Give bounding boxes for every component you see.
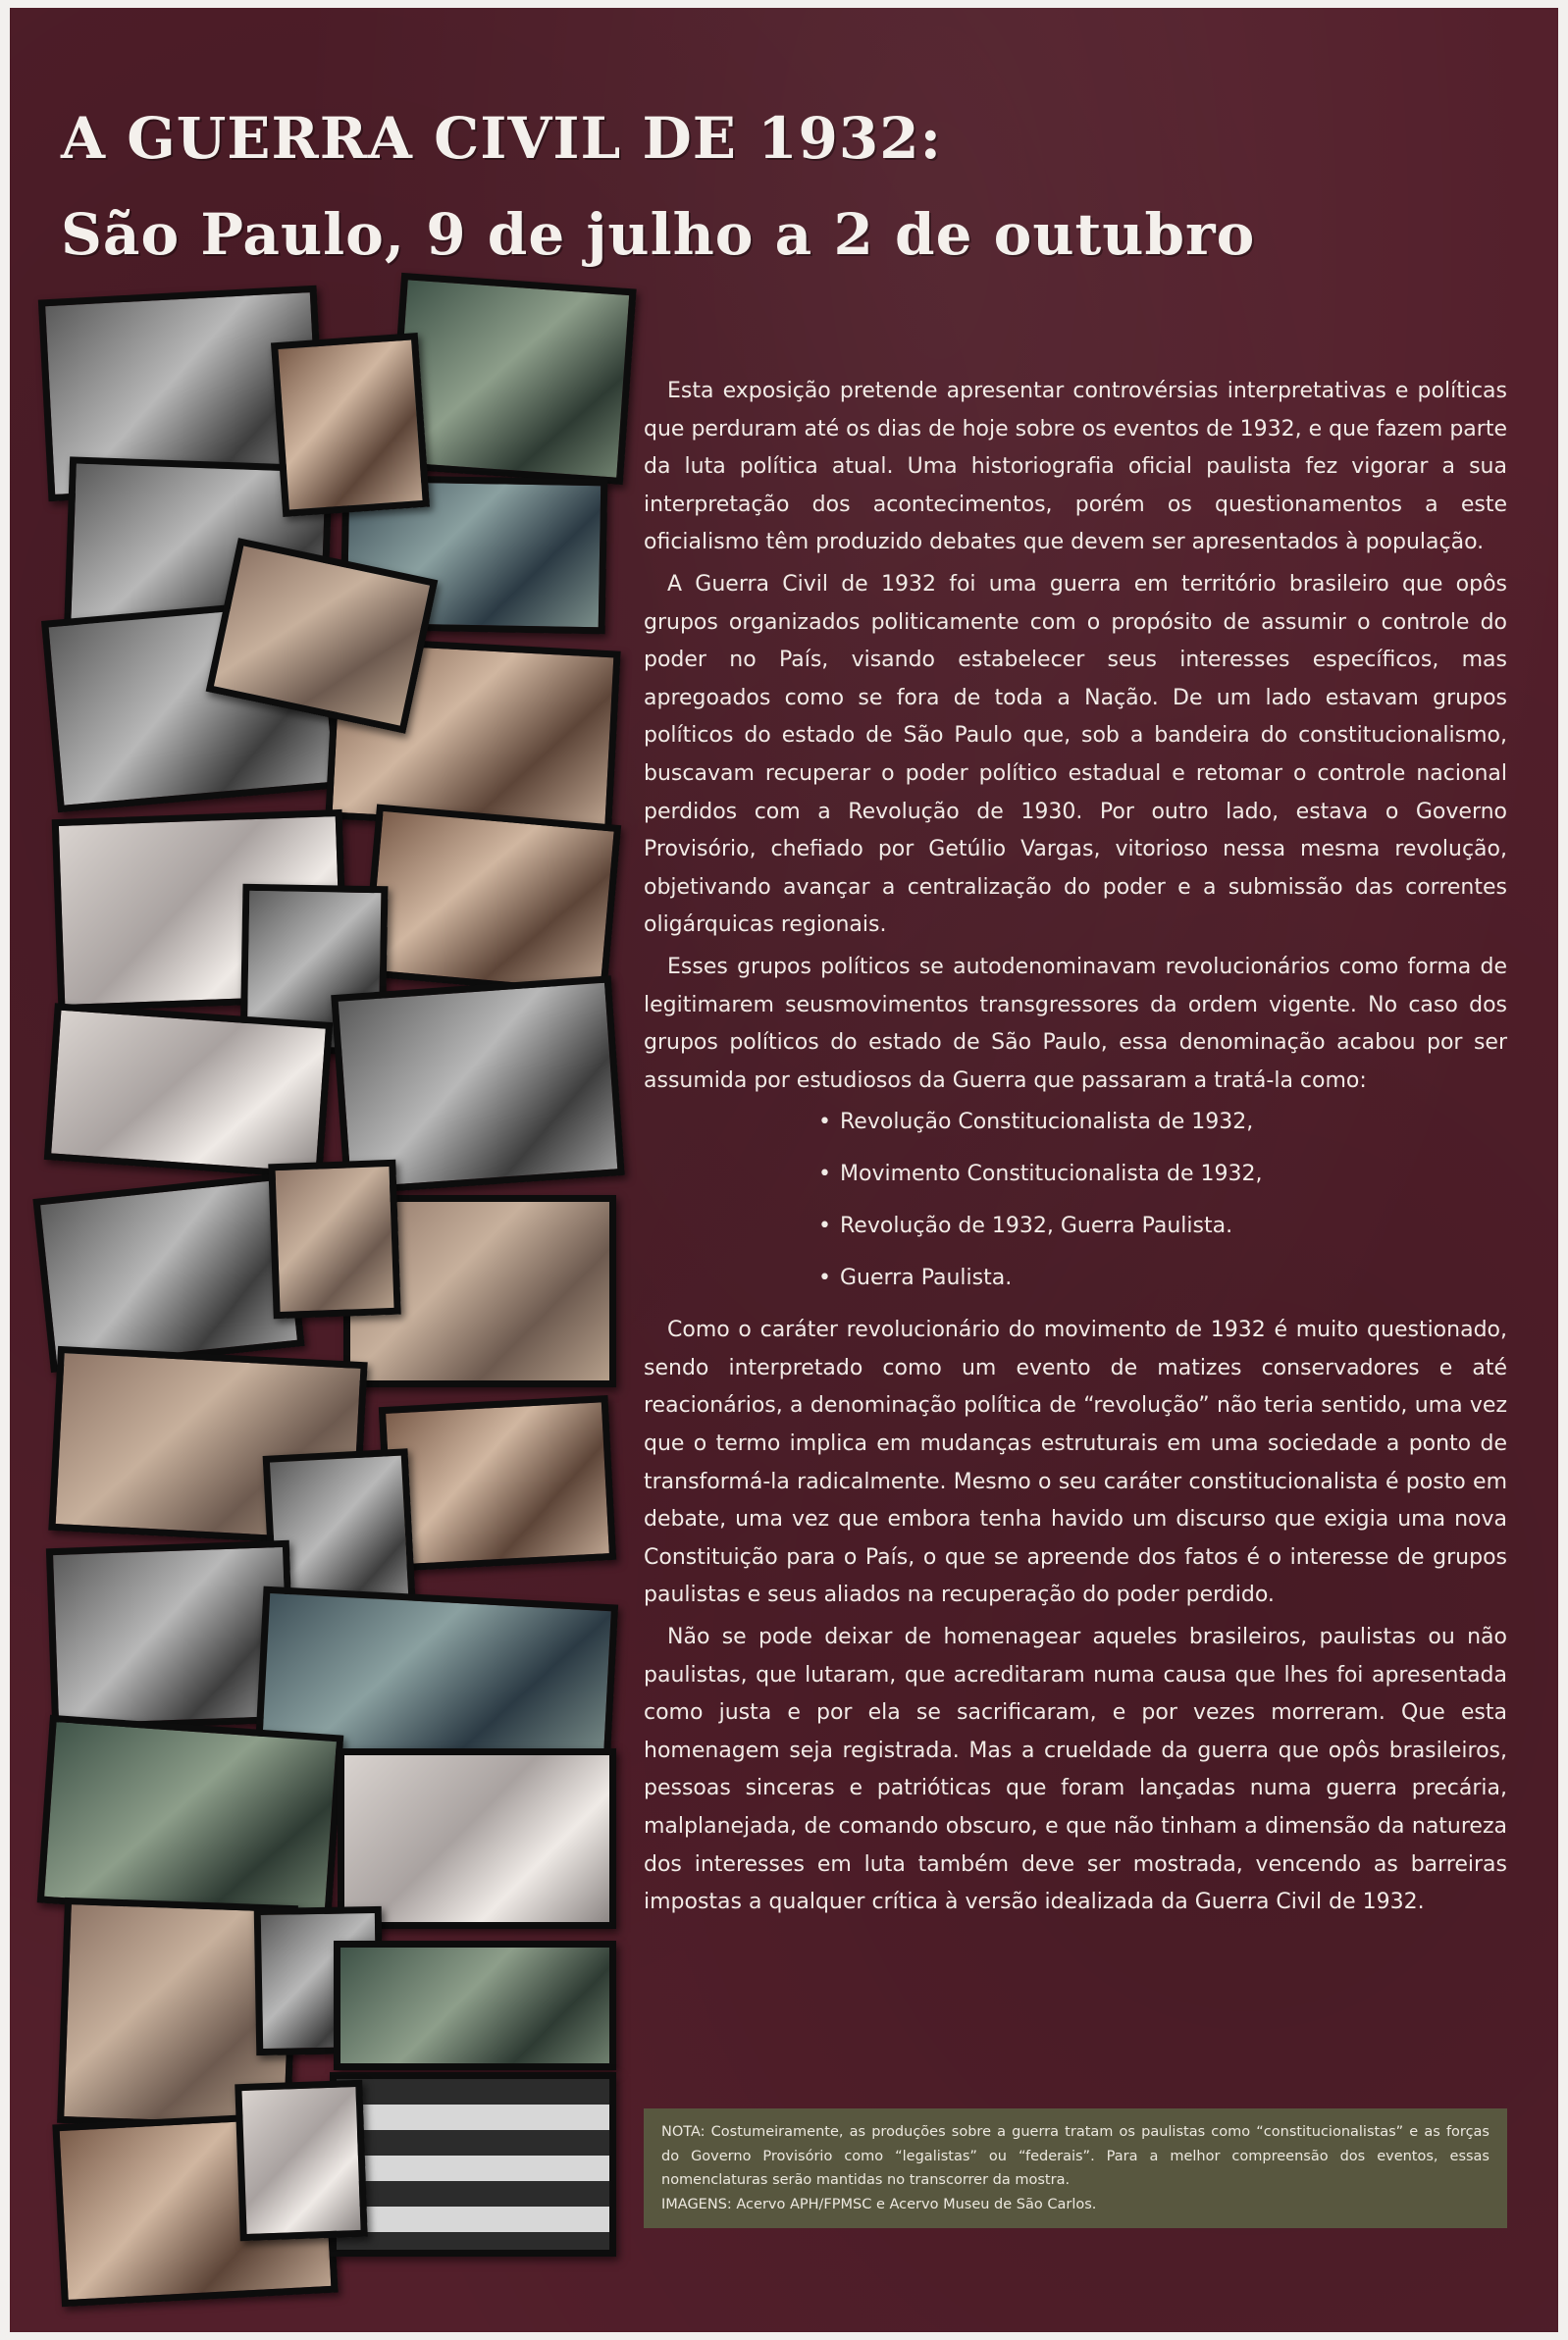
title-line-1: A GUERRA CIVIL DE 1932:: [61, 105, 943, 172]
flag-photo: [330, 2072, 616, 2257]
archive-photo: [271, 333, 430, 517]
note-box: [644, 2108, 1507, 2228]
archive-photo: [379, 1395, 616, 1572]
title-line-2: São Paulo, 9 de julho a 2 de outubro: [61, 201, 1256, 268]
denomination-list: [644, 1104, 1507, 1297]
archive-photo: [362, 804, 621, 997]
paragraph-character: Como o caráter revolucionário do movimento de 1932 é muito questionado, sendo interpretado como um evento de matizes conservadores e até reacionários, a denominação política de “revolução” não teria sentido, uma vez que o termo implica em mudanças estruturais em uma sociedade a ponto de transformá-la radicalmente. Mesmo o seu caráter constitucionalista é posto em debate, uma vez que embora tenha havido um discurso que exigia uma nova Constituição para o País, o que se apreende dos fatos é o interesse de grupos paulistas e seus aliados na recuperação do poder perdido.: [644, 1318, 1507, 1608]
photo-collage: [10, 8, 638, 2332]
paragraph-war-definition: A Guerra Civil de 1932 foi uma guerra em território brasileiro que opôs grupos organizados politicamente com o propósito de assumir o controle do poder no País, visando estabelecer seus interesses específicos, mas apregoados como se fora de toda a Nação. De um lado estavam grupos políticos do estado de São Paulo que, sob a bandeira do constitucionalismo, buscavam recuperar o poder político estadual e retomar o controle nacional perdidos com a Revolução de 1930. Por outro lado, estava o Governo Provisório, chefiado por Getúlio Vargas, vitorioso nessa mesma revolução, objetivando avançar a centralização do poder e a submissão das correntes oligárquicas regionais.: [644, 571, 1507, 938]
paragraph-denominations: Esses grupos políticos se autodenominavam revolucionários como forma de legitimarem seusmovimentos transgressores da ordem vigente. No caso dos grupos políticos do estado de São Paulo, essa denominação acabou por ser assumida por estudiosos da Guerra que passaram a tratá-la como:: [644, 954, 1507, 1093]
paragraph-homage: Não se pode deixar de homenagear aqueles brasileiros, paulistas ou não paulistas, que lutaram, que acreditaram numa causa que lhes foi apresentada como justa e por ela se sacrificaram, e por vezes morreram. Que esta homenagem seja registrada. Mas a crueldade da guerra que opôs brasileiros, pessoas sinceras e patrióticas que foram lançadas numa guerra precária, malplanejada, de comando obscuro, e que não tinham a dimensão da natureza dos interesses em luta também deve ser mostrada, vencendo as barreiras impostas a qualquer crítica à versão idealizada da Guerra Civil de 1932.: [644, 1625, 1507, 1915]
list-item: • Movimento Constitucionalista de 1932,: [818, 1162, 1263, 1187]
note-text: NOTA: Costumeiramente, as produções sobre a guerra tratam os paulistas como “constitucionalistas” e as forças do Governo Provisório como “legalistas” ou “federais”. Para a melhor compreensão dos eventos, essas nomenclaturas serão mantidas no transcorrer da mostra.: [661, 2124, 1490, 2188]
exhibition-poster: [10, 8, 1558, 2332]
list-item: • Guerra Paulista.: [818, 1266, 1013, 1291]
archive-photo: [37, 1715, 344, 1923]
archive-photo: [338, 1748, 616, 1929]
main-text: [644, 373, 1507, 1926]
list-item: • Revolução Constitucionalista de 1932,: [818, 1110, 1254, 1135]
archive-photo: [268, 1160, 400, 1319]
paragraph-intro: Esta exposição pretende apresentar controvérsias interpretativas e políticas que perduram até os dias de hoje sobre os eventos de 1932, e que fazem parte da luta política atual. Uma historiografia oficial paulista fez vigorar a sua interpretação dos acontecimentos, porém os questionamentos a este oficialismo têm produzido debates que devem ser apresentados à população.: [644, 379, 1507, 555]
archive-photo: [235, 2080, 368, 2241]
archive-photo: [32, 1172, 304, 1373]
archive-photo: [44, 1003, 333, 1178]
list-item: • Revolução de 1932, Guerra Paulista.: [818, 1214, 1233, 1239]
archive-photo: [334, 1941, 616, 2070]
image-credits: IMAGENS: Acervo APH/FPMSC e Acervo Museu de São Carlos.: [661, 2196, 1097, 2212]
